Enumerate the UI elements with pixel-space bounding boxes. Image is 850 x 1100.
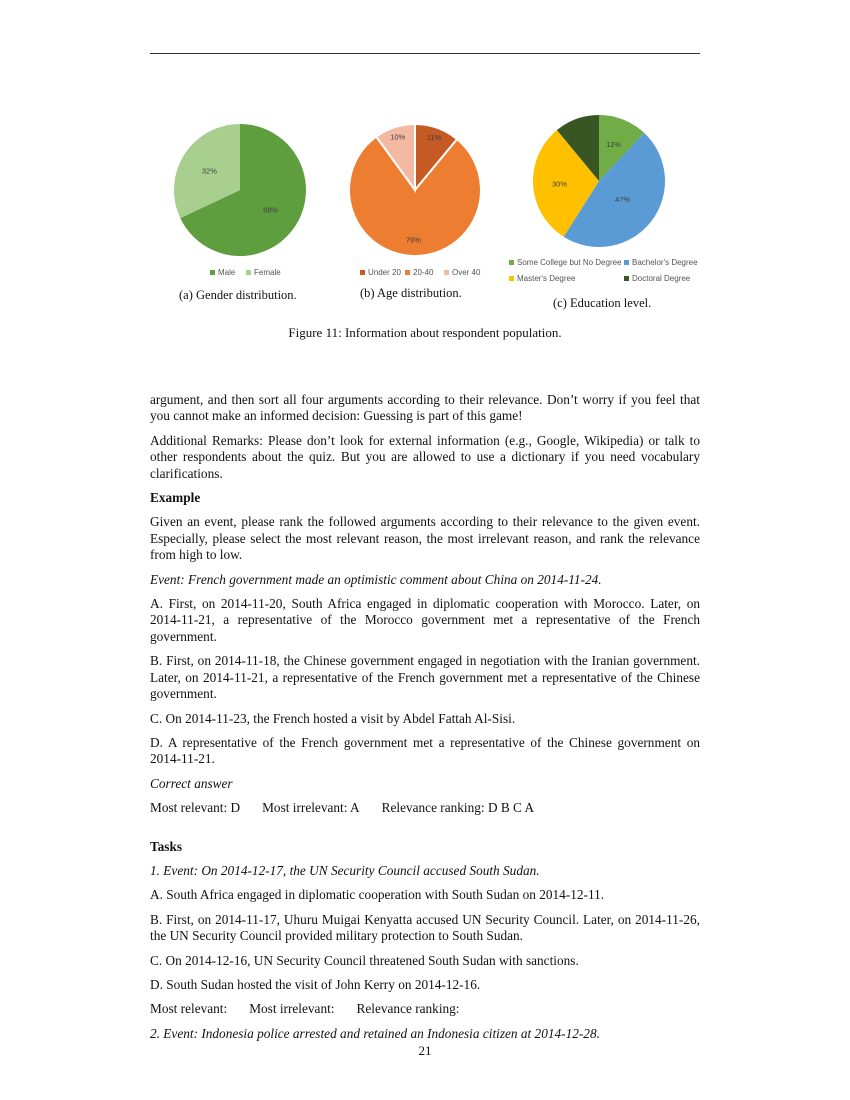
education-data-label: 47% — [614, 195, 631, 205]
option-a: A. First, on 2014-11-20, South Africa engaged in diplomatic cooperation with Morocco. Later, on 2014-11-21, a representative of the Morocco government met a representative of the French government. — [150, 596, 700, 644]
age-legend-swatch — [405, 270, 410, 275]
caption-gender: (a) Gender distribution. — [179, 288, 297, 302]
blank-most-irrelevant: Most irrelevant: — [249, 1001, 335, 1017]
task1-option-d: D. South Sudan hosted the visit of John Kerry on 2014-12-16. — [150, 976, 481, 992]
paragraph: Additional Remarks: Please don’t look for external information (e.g., Google, Wikipedia) or talk to other respondents about the quiz. But you are allowed to use a dictionary if you need vocabulary clarifications. — [150, 432, 700, 481]
age-data-label: 11% — [426, 133, 442, 143]
answer-ranking: Relevance ranking: D B C A — [381, 800, 535, 816]
education-legend-label: Bachelor's Degree — [632, 258, 698, 267]
task1-option-c: C. On 2014-12-16, UN Security Council threatened South Sudan with sanctions. — [150, 952, 579, 968]
header-rule — [150, 53, 700, 54]
age-legend-swatch — [444, 270, 449, 275]
figure-charts — [0, 110, 850, 310]
task1-option-b: B. First, on 2014-11-17, Uhuru Muigai Kenyatta accused UN Security Council. Later, on 2014-11-26, the UN Security Council provided military protection to South Sudan. — [150, 911, 700, 944]
answer-most-relevant: Most relevant: D — [150, 800, 241, 816]
caption-age: (b) Age distribution. — [360, 286, 462, 300]
age-data-label: 10% — [390, 132, 406, 142]
body-text — [150, 392, 700, 1050]
education-data-label: 12% — [606, 140, 622, 150]
education-data-label: 30% — [551, 179, 568, 189]
page-number: 21 — [418, 1043, 432, 1058]
task2-event: 2. Event: Indonesia police arrested and retained an Indonesia citizen at 2014-12-28. — [150, 1025, 600, 1041]
task1-answer-blanks — [150, 1001, 700, 1017]
education-legend-label: Doctoral Degree — [632, 274, 691, 283]
correct-answer-heading: Correct answer — [150, 775, 233, 791]
option-b: B. First, on 2014-11-18, the Chinese government engaged in negotiation with the Iranian government. Later, on 2014-11-21, a representative of the French government met a representative of the Chinese government. — [150, 653, 700, 702]
education-legend-label: Some College but No Degree — [517, 258, 622, 267]
education-legend-swatch — [624, 276, 629, 281]
example-event: Event: French government made an optimistic comment about China on 2014-11-24. — [150, 571, 602, 587]
education-legend-swatch — [624, 260, 629, 265]
age-legend-label: Over 40 — [452, 268, 481, 277]
education-legend-swatch — [509, 276, 514, 281]
option-d: D. A representative of the French government met a representative of the Chinese government on 2014-11-21. — [150, 734, 700, 767]
age-legend-swatch — [360, 270, 365, 275]
education-legend-swatch — [509, 260, 514, 265]
education-legend-label: Master's Degree — [517, 274, 576, 283]
answer-line — [150, 800, 700, 816]
paragraph: Given an event, please rank the followed arguments according to their relevance to the given event. Especially, please select the most relevant reason, the most irrelevant reason, and rank the relevance from high to low. — [150, 514, 700, 563]
task1-option-a: A. South Africa engaged in diplomatic cooperation with South Sudan on 2014-12-11. — [150, 887, 605, 903]
gender-legend-label: Male — [218, 268, 236, 277]
gender-data-label: 68% — [263, 205, 279, 215]
gender-legend-swatch — [246, 270, 251, 275]
blank-most-relevant: Most relevant: — [150, 1001, 228, 1017]
task1-event: 1. Event: On 2014-12-17, the UN Security Council accused South Sudan. — [150, 862, 540, 878]
example-heading: Example — [150, 490, 201, 506]
figure-caption: Figure 11: Information about respondent population. — [288, 325, 562, 340]
age-legend-label: 20-40 — [413, 268, 434, 277]
age-legend-label: Under 20 — [368, 268, 401, 277]
answer-most-irrelevant: Most irrelevant: A — [262, 800, 360, 816]
caption-education: (c) Education level. — [553, 296, 652, 310]
gender-legend-swatch — [210, 270, 215, 275]
tasks-heading: Tasks — [150, 838, 183, 854]
option-c: C. On 2014-11-23, the French hosted a visit by Abdel Fattah Al-Sisi. — [150, 710, 516, 726]
blank-ranking: Relevance ranking: — [356, 1001, 460, 1017]
age-data-label: 79% — [405, 235, 421, 245]
gender-legend-label: Female — [254, 268, 281, 277]
paragraph: argument, and then sort all four arguments according to their relevance. Don’t worry if you feel that you cannot make an informed decision: Guessing is part of this game! — [150, 392, 700, 424]
gender-data-label: 32% — [201, 166, 217, 176]
